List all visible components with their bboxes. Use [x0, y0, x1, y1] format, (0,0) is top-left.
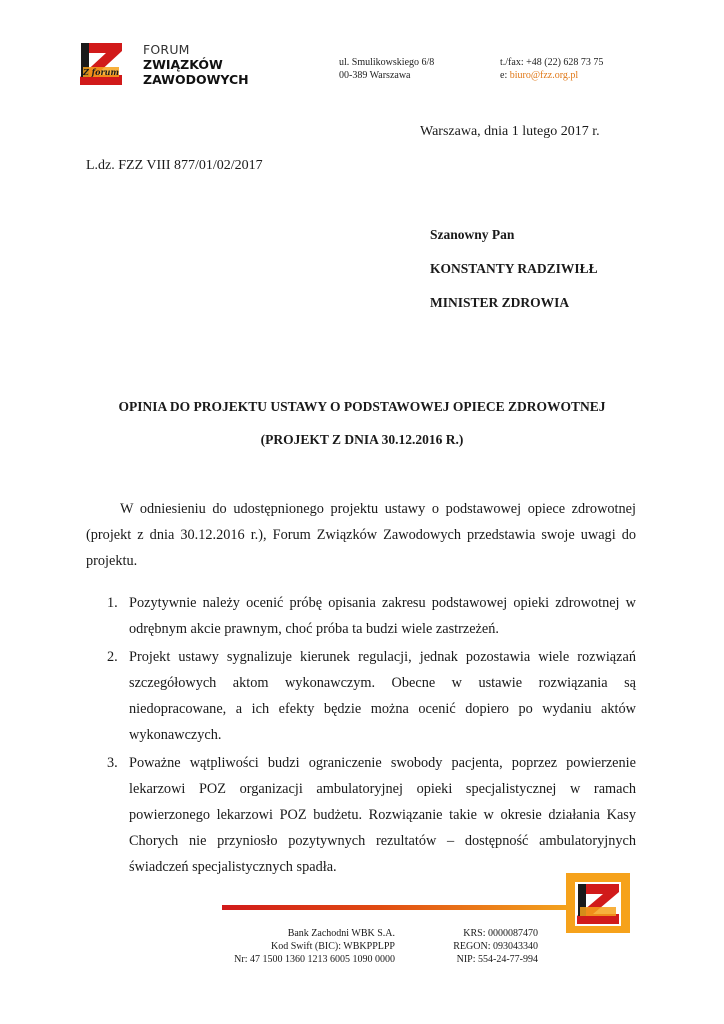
address-street: ul. Smulikowskiego 6/8	[339, 57, 435, 68]
footer-bank-details	[205, 927, 395, 966]
addressee-name: KONSTANTY RADZIWIŁŁ	[430, 261, 598, 276]
list-item	[86, 750, 636, 880]
footer-swift: Kod Swift (BIC): WBKPPLPP	[270, 941, 395, 952]
footer-krs: KRS: 0000087470	[463, 928, 538, 939]
list-item-number: 1.	[107, 595, 118, 611]
footer-account: Nr: 47 1500 1360 1213 6005 1090 0000	[234, 954, 395, 965]
logo-line-zwiazkow: ZWIĄZKÓW	[143, 57, 223, 72]
logo-wordmark	[143, 42, 249, 87]
reference-number: L.dz. FZZ VIII 877/01/02/2017	[86, 158, 263, 173]
list-item-text: Pozytywnie należy ocenić próbę opisania zakresu podstawowej opieki zdrowotnej w odrębnym akcie prawnym, choć próba ta budzi wiele zastrzeżeń.	[129, 595, 636, 637]
header-address	[339, 56, 434, 82]
footer-divider	[222, 905, 566, 910]
document-title: OPINIA DO PROJEKTU USTAWY O PODSTAWOWEJ OPIECE ZDROWOTNEJ	[118, 399, 606, 414]
list-item-text: Projekt ustawy sygnalizuje kierunek regulacji, jednak pozostawia wiele rozwiązań szczegółowych aktom wykonawczym. Obecne w ustawie rozwiązania są niedopracowane, a ich efekty będzie można ocenić dopiero po wydaniu aktów wykonawczych.	[129, 649, 636, 743]
footer-registry-details	[420, 927, 538, 966]
list-item	[86, 590, 636, 642]
remarks-list	[86, 590, 636, 882]
logo-line-zawodowych: ZAWODOWYCH	[143, 72, 249, 87]
footer-nip: NIP: 554-24-77-994	[456, 954, 538, 965]
header-contact	[500, 56, 603, 82]
logo-line-forum: FORUM	[143, 42, 190, 57]
footer-bank-name: Bank Zachodni WBK S.A.	[287, 928, 395, 939]
list-item-number: 3.	[107, 755, 118, 771]
contact-email-line	[500, 69, 603, 82]
email-link[interactable]: biuro@fzz.org.pl	[509, 70, 579, 81]
email-prefix: e:	[500, 70, 510, 81]
list-item-number: 2.	[107, 649, 118, 665]
address-city: 00-389 Warszawa	[339, 70, 411, 81]
intro-paragraph: W odniesieniu do udostępnionego projektu ustawy o podstawowej opiece zdrowotnej (projekt z dnia 30.12.2016 r.), Forum Związków Zawodowych przedstawia swoje uwagi do projektu.	[86, 501, 636, 569]
list-item-text: Poważne wątpliwości budzi ograniczenie swobody pacjenta, poprzez powierzenie lekarzowi POZ organizacji ambulatoryjnej opieki specjalistycznej w ramach powierzonego lekarzowi POZ budżetu. Rozwiązanie takie w okresie działania Kasy Chorych nie przyniosło pozytywnych rezultatów – dostępność ambulatoryjnych świadczeń specjalistycznych spadła.	[129, 755, 636, 875]
addressee-position: MINISTER ZDROWIA	[430, 295, 570, 310]
addressee-salutation: Szanowny Pan	[430, 227, 515, 242]
logo-mark-text: Z forum	[83, 67, 119, 77]
footer-fzz-logo-icon	[575, 882, 621, 926]
letter-date: Warszawa, dnia 1 lutego 2017 r.	[420, 124, 600, 139]
footer-regon: REGON: 093043340	[453, 941, 538, 952]
contact-phone: t./fax: +48 (22) 628 73 75	[500, 57, 604, 68]
document-subtitle: (PROJEKT Z DNIA 30.12.2016 R.)	[260, 432, 464, 447]
fzz-logo-icon	[78, 41, 124, 87]
list-item	[86, 644, 636, 748]
